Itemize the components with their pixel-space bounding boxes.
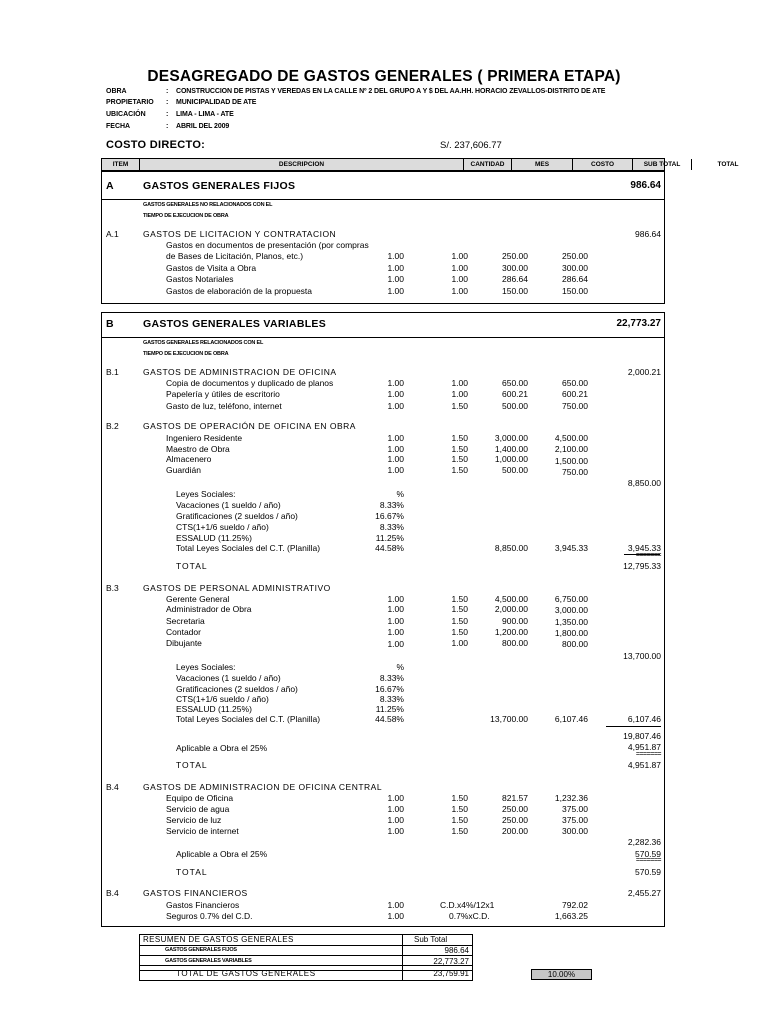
header-total: TOTAL [717,161,739,168]
row-costo: 250.00 [502,251,528,261]
section-b1-code: B.1 [106,367,119,377]
separator: ======= [635,751,661,758]
leyes-row: CTS(1+1/6 sueldo / año) [176,694,269,704]
divider [140,955,472,956]
header-item: ITEM [102,159,140,170]
row-mes: 1.00 [451,263,468,273]
section-a1-total: 986.64 [635,229,661,239]
row-costo: 4,500.00 [494,594,528,604]
leyes-row: ESSALUD (11.25%) [176,533,252,543]
header-mes: MES [512,159,573,170]
row-subtotal: 1,800.00 [554,628,588,638]
leyes-pct: 16.67% [375,511,404,521]
summary-total-label: TOTAL DE GASTOS GENERALES [176,969,316,978]
row-cantidad: 1.00 [387,286,404,296]
leyes-total-total: 6,107.46 [627,714,661,724]
section-b5-code: B.4 [106,888,119,898]
row-subtotal: 375.00 [562,815,588,825]
row-subtotal: 650.00 [562,378,588,388]
page-title: DESAGREGADO DE GASTOS GENERALES ( PRIMERA ETAPA) [147,68,621,85]
row-subtotal: 4,500.00 [554,433,588,443]
meta-label-fecha: FECHA [106,123,131,130]
row-mes: 1.00 [451,251,468,261]
row-subtotal: 3,000.00 [554,605,588,615]
leyes-total-subtotal: 6,107.46 [554,714,588,724]
summary-sub-label: Sub Total [414,935,448,944]
row-desc: de Bases de Licitación, Planos, etc.) [166,251,304,261]
row-formula: 0.7%xC.D. [449,911,490,921]
costo-directo-label: COSTO DIRECTO: [106,139,206,151]
divider [101,199,665,200]
meta-value-propietario: MUNICIPALIDAD DE ATE [176,99,257,106]
section-a1-code: A.1 [106,229,119,239]
row-desc: Dibujante [166,638,202,648]
separator: ======= [635,552,661,559]
section-a-total: 986.64 [630,180,661,191]
meta-colon: : [166,111,169,118]
section-b5-total: 2,455.27 [627,888,661,898]
row-cantidad: 1.00 [387,900,404,910]
divider [402,935,403,980]
leyes-total: Total Leyes Sociales del C.T. (Planilla) [176,714,321,724]
section-b2-total-label: TOTAL [176,561,208,571]
row-mes: 1.00 [451,389,468,399]
section-b3-title: GASTOS DE PERSONAL ADMINISTRATIVO [143,583,331,593]
meta-label-propietario: PROPIETARIO [106,99,154,106]
row-cantidad: 1.00 [387,627,404,637]
aplicable-label: Aplicable a Obra el 25% [176,849,268,859]
section-b4-code: B.4 [106,782,119,792]
summary-row-value: 986.64 [444,946,469,955]
row-mes: 1.00 [451,638,468,648]
table-header [101,158,739,171]
row-costo: 200.00 [502,826,528,836]
row-subtotal: 2,100.00 [554,444,588,454]
section-b2-code: B.2 [106,421,119,431]
section-a-note: GASTOS GENERALES NO RELACIONADOS CON EL [143,202,273,208]
section-a-note: TIEMPO DE EJECUCION DE OBRA [143,213,229,219]
row-desc: Gastos en documentos de presentación (por compras [166,240,369,250]
section-b3-code: B.3 [106,583,119,593]
leyes-total-costo: 13,700.00 [490,714,528,724]
row-subtotal: 250.00 [562,251,588,261]
row-costo: 2,000.00 [494,604,528,614]
leyes-title: Leyes Sociales: [176,489,236,499]
section-b-note: TIEMPO DE EJECUCION DE OBRA [143,351,229,357]
row-cantidad: 1.00 [387,594,404,604]
leyes-row: ESSALUD (11.25%) [176,704,252,714]
section-b-note: GASTOS GENERALES RELACIONADOS CON EL [143,340,264,346]
row-costo: 650.00 [502,378,528,388]
section-b3-sum: 19,807.46 [623,731,661,741]
row-costo: 1,200.00 [494,627,528,637]
leyes-row: CTS(1+1/6 sueldo / año) [176,522,269,532]
row-desc: Ingeniero Residente [166,433,243,443]
leyes-total-pct: 44.58% [375,714,404,724]
row-subtotal: 150.00 [562,286,588,296]
row-cantidad: 1.00 [387,263,404,273]
aplicable-label: Aplicable a Obra el 25% [176,743,268,753]
row-desc: Gastos de Visita a Obra [166,263,257,273]
meta-colon: : [166,123,169,130]
summary-total-value: 23,759.91 [433,969,469,978]
row-cantidad: 1.00 [387,251,404,261]
section-b-total: 22,773.27 [616,318,661,329]
leyes-total-subtotal: 3,945.33 [554,543,588,553]
summary-title: RESUMEN DE GASTOS GENERALES [143,935,294,944]
divider [606,726,661,727]
row-cantidad: 1.00 [387,804,404,814]
leyes-total-pct: 44.58% [375,543,404,553]
section-b3-total-label: TOTAL [176,760,208,770]
section-b2-title: GASTOS DE OPERACIÓN DE OFICINA EN OBRA [143,421,356,431]
row-costo: 3,000.00 [494,433,528,443]
row-subtotal: 1,350.00 [554,617,588,627]
row-desc: Servicio de agua [166,804,230,814]
section-b4-total: 570.59 [635,867,661,877]
row-costo: 900.00 [502,616,528,626]
header-costo: COSTO [573,159,633,170]
row-costo: 1,000.00 [494,454,528,464]
row-costo: 800.00 [502,638,528,648]
divider [101,337,665,338]
row-cantidad: 1.00 [387,454,404,464]
meta-value-ubicacion: LIMA - LIMA - ATE [176,111,234,118]
row-costo: 286.64 [502,274,528,284]
row-mes: 1.50 [451,604,468,614]
section-b4-total-label: TOTAL [176,867,208,877]
leyes-pct: 16.67% [375,684,404,694]
row-desc: Papelería y útiles de escritorio [166,389,280,399]
leyes-total-total: 3,945.33 [627,543,661,553]
row-costo: 600.21 [502,389,528,399]
costo-directo-value: S/. 237,606.77 [440,140,502,151]
section-b-code: B [106,318,114,330]
row-desc: Copia de documentos y duplicado de planos [166,378,334,388]
row-mes: 1.50 [451,454,468,464]
header-subtotal: SUB TOTAL [633,159,692,170]
row-mes: 1.00 [451,286,468,296]
leyes-pct: 8.33% [379,522,404,532]
section-a-title: GASTOS GENERALES FIJOS [143,180,296,192]
row-cantidad: 1.00 [387,465,404,475]
row-mes: 1.50 [451,627,468,637]
row-cantidad: 1.00 [387,639,404,649]
row-costo: 500.00 [502,401,528,411]
row-desc: Gastos Financieros [166,900,240,910]
row-subtotal: 300.00 [562,263,588,273]
row-costo: 1,400.00 [494,444,528,454]
row-mes: 1.00 [451,274,468,284]
section-b2-total: 12,795.33 [623,561,661,571]
summary-row-label: GASTOS GENERALES FIJOS [165,947,237,953]
row-subtotal: 750.00 [562,401,588,411]
row-costo: 300.00 [502,263,528,273]
row-cantidad: 1.00 [387,274,404,284]
section-b3-subtotal: 13,700.00 [623,651,661,661]
meta-colon: : [166,99,169,106]
row-formula: C.D.x4%/12x1 [440,900,495,910]
row-subtotal: 800.00 [562,639,588,649]
leyes-row: Vacaciones (1 sueldo / año) [176,500,281,510]
row-costo: 821.57 [502,793,528,803]
row-mes: 1.50 [451,616,468,626]
section-b2-subtotal: 8,850.00 [627,478,661,488]
header-cantidad: CANTIDAD [464,159,512,170]
row-mes: 1.50 [451,401,468,411]
row-desc: Gerente General [166,594,230,604]
meta-value-obra: CONSTRUCCION DE PISTAS Y VEREDAS EN LA CALLE Nº 2 DEL GRUPO A Y $ DEL AA.HH. HORACIO ZEVALLOS-DISTRITO DE ATE [176,88,606,95]
row-cantidad: 1.00 [387,911,404,921]
row-subtotal: 600.21 [562,389,588,399]
row-cantidad: 1.00 [387,826,404,836]
section-b4-subtotal: 2,282.36 [627,837,661,847]
leyes-pct-header: % [396,662,404,672]
row-mes: 1.00 [451,378,468,388]
meta-value-fecha: ABRIL DEL 2009 [176,123,230,130]
row-cantidad: 1.00 [387,444,404,454]
leyes-pct-header: % [396,489,404,499]
row-subtotal: 792.02 [562,900,588,910]
aplicable-value: 570.59 [635,849,661,859]
row-cantidad: 1.00 [387,793,404,803]
row-mes: 1.50 [451,444,468,454]
row-costo: 500.00 [502,465,528,475]
row-desc: Contador [166,627,201,637]
row-desc: Servicio de internet [166,826,239,836]
row-desc: Gasto de luz, teléfono, internet [166,401,282,411]
row-desc: Guardián [166,465,201,475]
row-subtotal: 6,750.00 [554,594,588,604]
row-subtotal: 286.64 [562,274,588,284]
section-b3-total: 4,951.87 [627,760,661,770]
summary-row-value: 22,773.27 [433,957,469,966]
row-desc: Gastos de elaboración de la propuesta [166,286,313,296]
row-cantidad: 1.00 [387,604,404,614]
leyes-pct: 11.25% [375,533,404,543]
row-cantidad: 1.00 [387,433,404,443]
row-subtotal: 1,232.36 [554,793,588,803]
row-mes: 1.50 [451,594,468,604]
row-subtotal: 750.00 [562,467,588,477]
leyes-title: Leyes Sociales: [176,662,236,672]
row-desc: Maestro de Obra [166,444,230,454]
gastos-generales-percentage: 10.00% [531,969,592,980]
leyes-pct: 8.33% [379,673,404,683]
row-costo: 150.00 [502,286,528,296]
section-a1-title: GASTOS DE LICITACION Y CONTRATACION [143,229,337,239]
header-descripcion: DESCRIPCION [140,159,464,170]
section-b5-title: GASTOS FINANCIEROS [143,888,248,898]
row-mes: 1.50 [451,793,468,803]
row-cantidad: 1.00 [387,616,404,626]
section-a-code: A [106,180,114,192]
row-mes: 1.50 [451,815,468,825]
aplicable-value: 4,951.87 [627,742,661,752]
meta-label-ubicacion: UBICACIÓN [106,111,146,118]
separator: ======= [635,857,661,864]
row-mes: 1.50 [451,804,468,814]
leyes-total: Total Leyes Sociales del C.T. (Planilla) [176,543,321,553]
row-costo: 250.00 [502,804,528,814]
row-subtotal: 1,663.25 [554,911,588,921]
row-cantidad: 1.00 [387,815,404,825]
row-mes: 1.50 [451,433,468,443]
leyes-row: Gratificaciones (2 sueldos / año) [176,684,298,694]
row-cantidad: 1.00 [387,401,404,411]
row-desc: Almacenero [166,454,212,464]
row-desc: Gastos Notariales [166,274,234,284]
leyes-row: Vacaciones (1 sueldo / año) [176,673,281,683]
meta-label-obra: OBRA [106,88,127,95]
row-desc: Seguros 0.7% del C.D. [166,911,253,921]
row-cantidad: 1.00 [387,378,404,388]
row-desc: Equipo de Oficina [166,793,234,803]
row-desc: Secretaria [166,616,205,626]
row-cantidad: 1.00 [387,389,404,399]
row-subtotal: 375.00 [562,804,588,814]
row-mes: 1.50 [451,826,468,836]
row-subtotal: 300.00 [562,826,588,836]
section-b-title: GASTOS GENERALES VARIABLES [143,318,327,330]
row-desc: Administrador de Obra [166,604,252,614]
leyes-pct: 8.33% [379,694,404,704]
leyes-row: Gratificaciones (2 sueldos / año) [176,511,298,521]
row-subtotal: 1,500.00 [554,456,588,466]
section-b4-title: GASTOS DE ADMINISTRACION DE OFICINA CENTRAL [143,782,383,792]
leyes-pct: 8.33% [379,500,404,510]
leyes-total-costo: 8,850.00 [494,543,528,553]
meta-colon: : [166,88,169,95]
leyes-pct: 11.25% [375,704,404,714]
row-mes: 1.50 [451,465,468,475]
section-b1-title: GASTOS DE ADMINISTRACION DE OFICINA [143,367,337,377]
summary-row-label: GASTOS GENERALES VARIABLES [165,958,252,964]
row-desc: Servicio de luz [166,815,222,825]
section-b1-total: 2,000.21 [627,367,661,377]
row-costo: 250.00 [502,815,528,825]
